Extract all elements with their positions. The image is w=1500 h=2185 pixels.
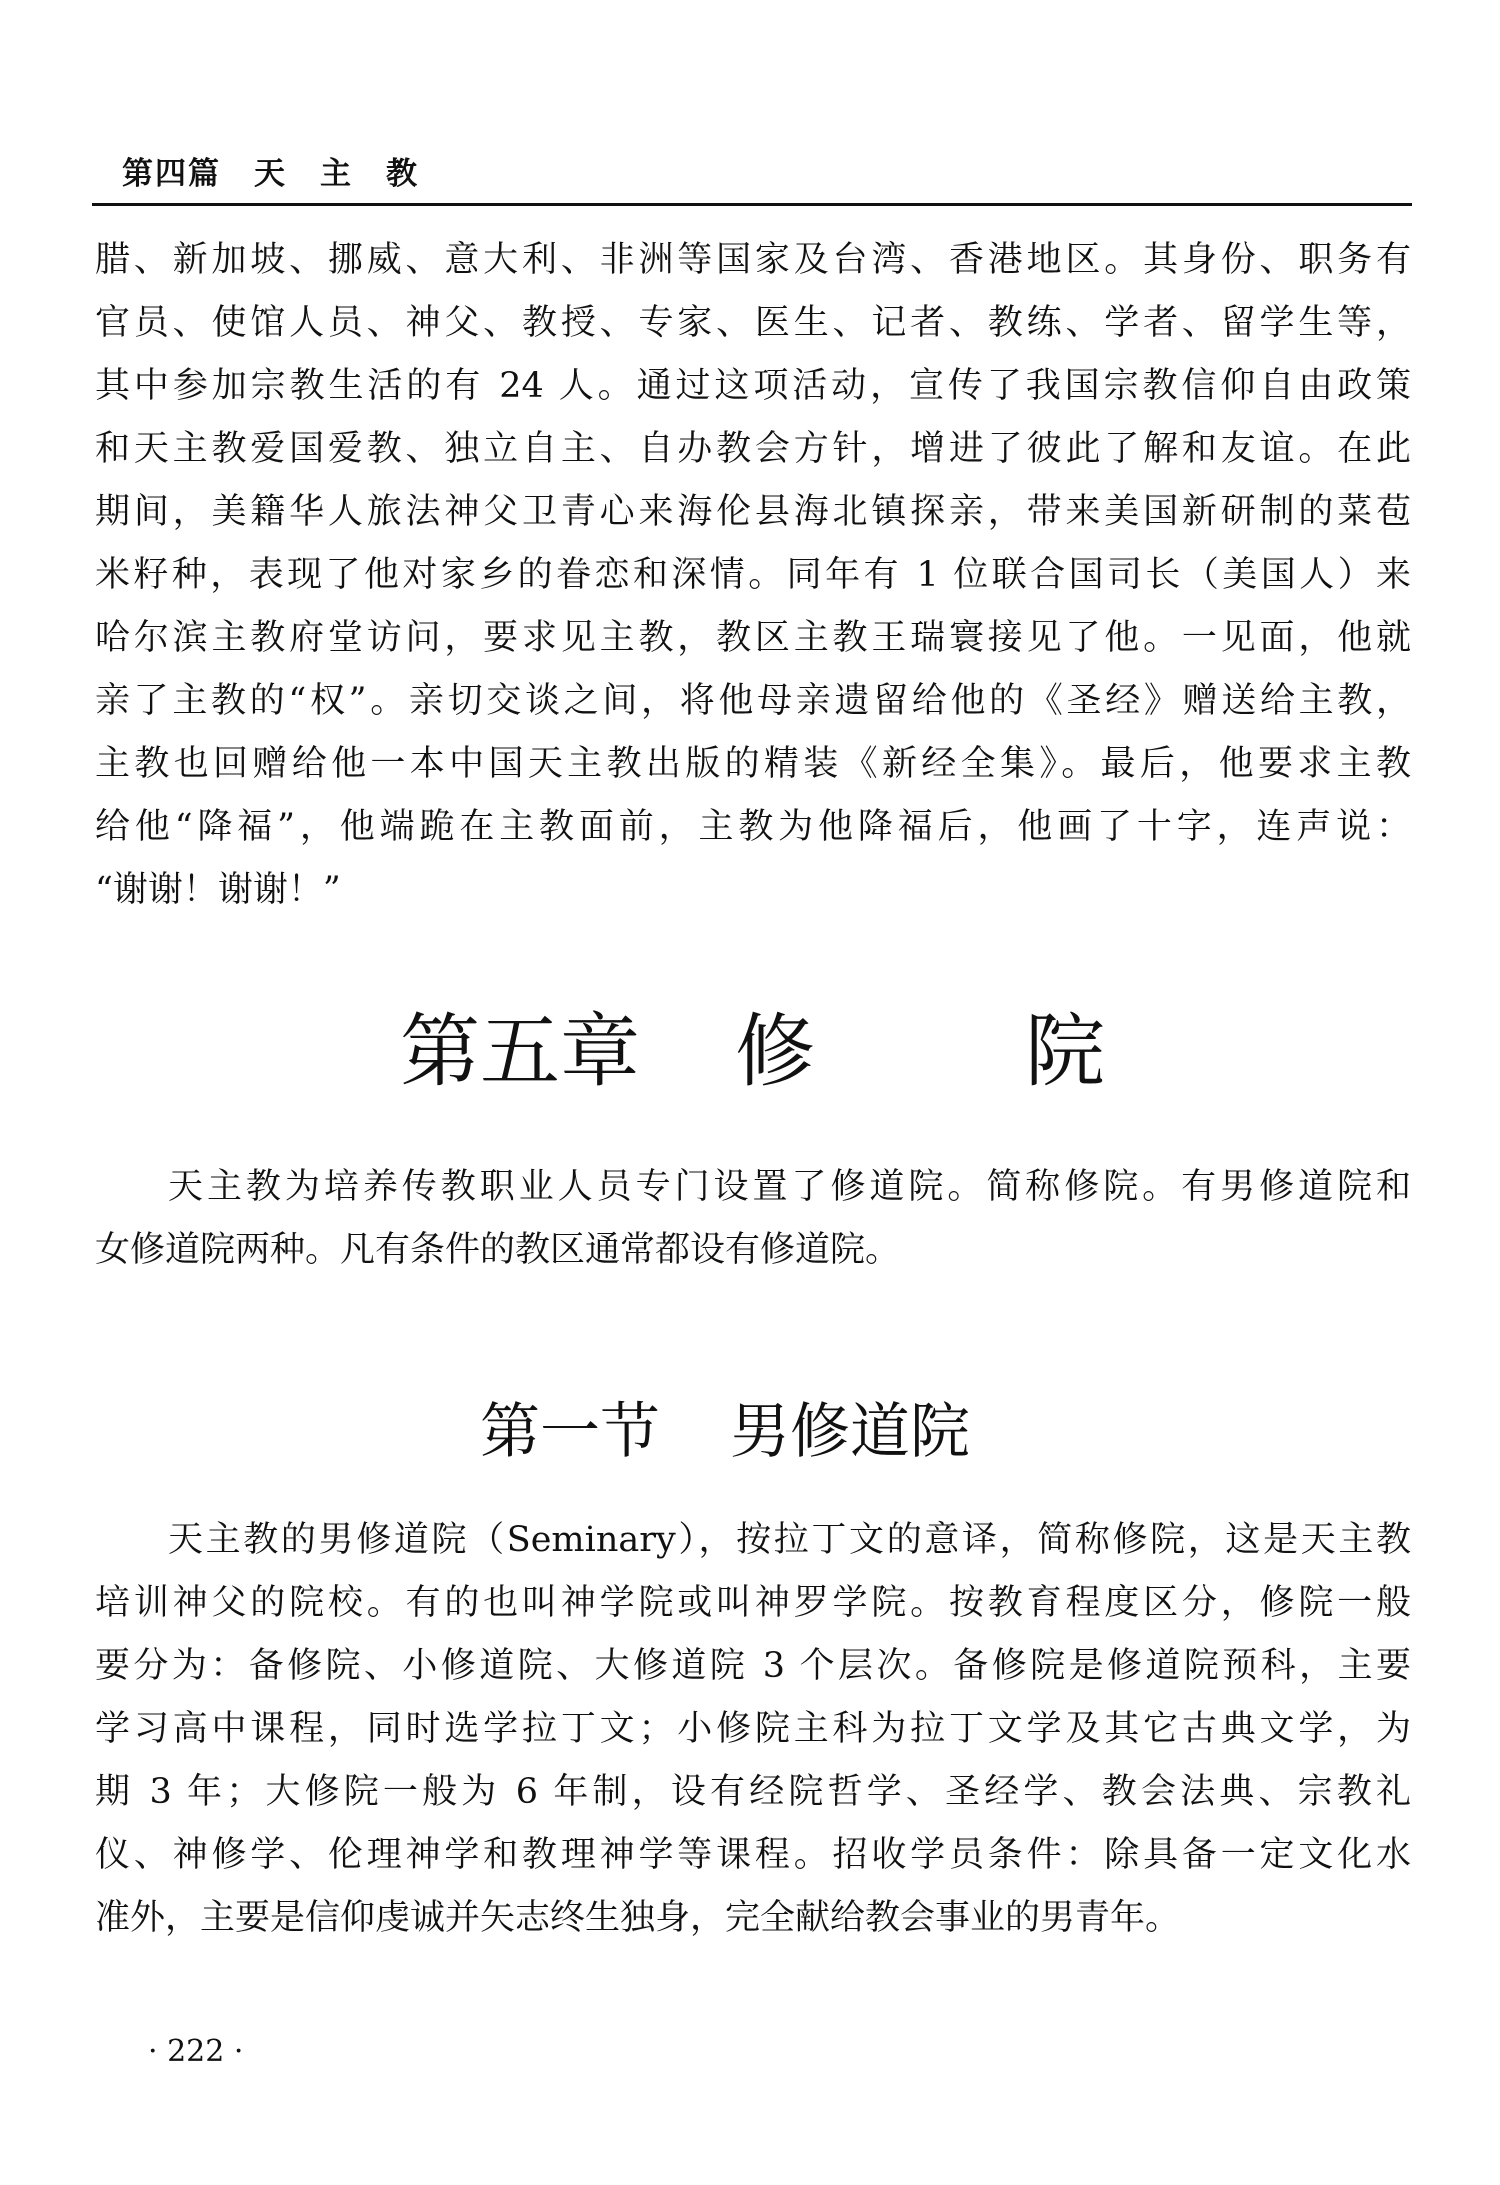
paragraph-line: 亲了主教的“权”。亲切交谈之间，将他母亲遗留给他的《圣经》赠送给主教， — [95, 681, 1411, 721]
section-name: 男修道院 — [730, 1397, 970, 1467]
paragraph-line: 官员、使馆人员、神父、教授、专家、医生、记者、教练、学者、留学生等， — [95, 303, 1411, 343]
paragraph-line: 米籽种，表现了他对家乡的眷恋和深情。同年有 1 位联合国司长（美国人）来 — [95, 555, 1411, 595]
paragraph-line: 给他“降福”，他端跪在主教面前，主教为他降福后，他画了十字，连声说： — [95, 807, 1411, 847]
chapter-number: 第五章 — [400, 1005, 640, 1098]
paragraph-line: 其中参加宗教生活的有 24 人。通过这项活动，宣传了我国宗教信仰自由政策 — [95, 366, 1411, 406]
paragraph-line: 学习高中课程，同时选学拉丁文；小修院主科为拉丁文学及其它古典文学，为 — [95, 1709, 1411, 1749]
chapter-title-part: 院 — [1025, 1005, 1105, 1098]
paragraph-line: 哈尔滨主教府堂访问，要求见主教，教区主教王瑞寰接见了他。一见面，他就 — [95, 618, 1411, 658]
paragraph-line: 和天主教爱国爱教、独立自主、自办教会方针，增进了彼此了解和友谊。在此 — [95, 429, 1411, 469]
paragraph-line: 腊、新加坡、挪威、意大利、非洲等国家及台湾、香港地区。其身份、职务有 — [95, 240, 1411, 280]
paragraph-line: 仪、神修学、伦理神学和教理神学等课程。招收学员条件：除具备一定文化水 — [95, 1835, 1411, 1875]
paragraph-line: “谢谢！谢谢！” — [95, 870, 341, 910]
chapter-title-part: 修 — [735, 1005, 815, 1098]
header-rule — [92, 203, 1412, 206]
page-number: · 222 · — [148, 2034, 244, 2069]
paragraph-line: 准外，主要是信仰虔诚并矢志终生独身，完全献给教会事业的男青年。 — [95, 1898, 1181, 1938]
section-number: 第一节 — [480, 1397, 660, 1467]
paragraph-line: 主教也回赠给他一本中国天主教出版的精装《新经全集》。最后，他要求主教 — [95, 744, 1411, 784]
paragraph-line: 期间，美籍华人旅法神父卫青心来海伦县海北镇探亲，带来美国新研制的菜苞 — [95, 492, 1411, 532]
paragraph-line: 天主教的男修道院（Seminary），按拉丁文的意译，简称修院，这是天主教 — [168, 1520, 1411, 1560]
running-header: 第四篇 天 主 教 — [122, 156, 419, 192]
section-title — [480, 1397, 970, 1467]
paragraph-line: 期 3 年；大修院一般为 6 年制，设有经院哲学、圣经学、教会法典、宗教礼 — [95, 1772, 1411, 1812]
paragraph-line: 女修道院两种。凡有条件的教区通常都设有修道院。 — [95, 1230, 901, 1270]
paragraph-line: 培训神父的院校。有的也叫神学院或叫神罗学院。按教育程度区分，修院一般 — [95, 1583, 1411, 1623]
chapter-title — [400, 1005, 1105, 1098]
paragraph-line: 天主教为培养传教职业人员专门设置了修道院。简称修院。有男修道院和 — [168, 1167, 1411, 1207]
paragraph-line: 要分为：备修院、小修道院、大修道院 3 个层次。备修院是修道院预科，主要 — [95, 1646, 1411, 1686]
